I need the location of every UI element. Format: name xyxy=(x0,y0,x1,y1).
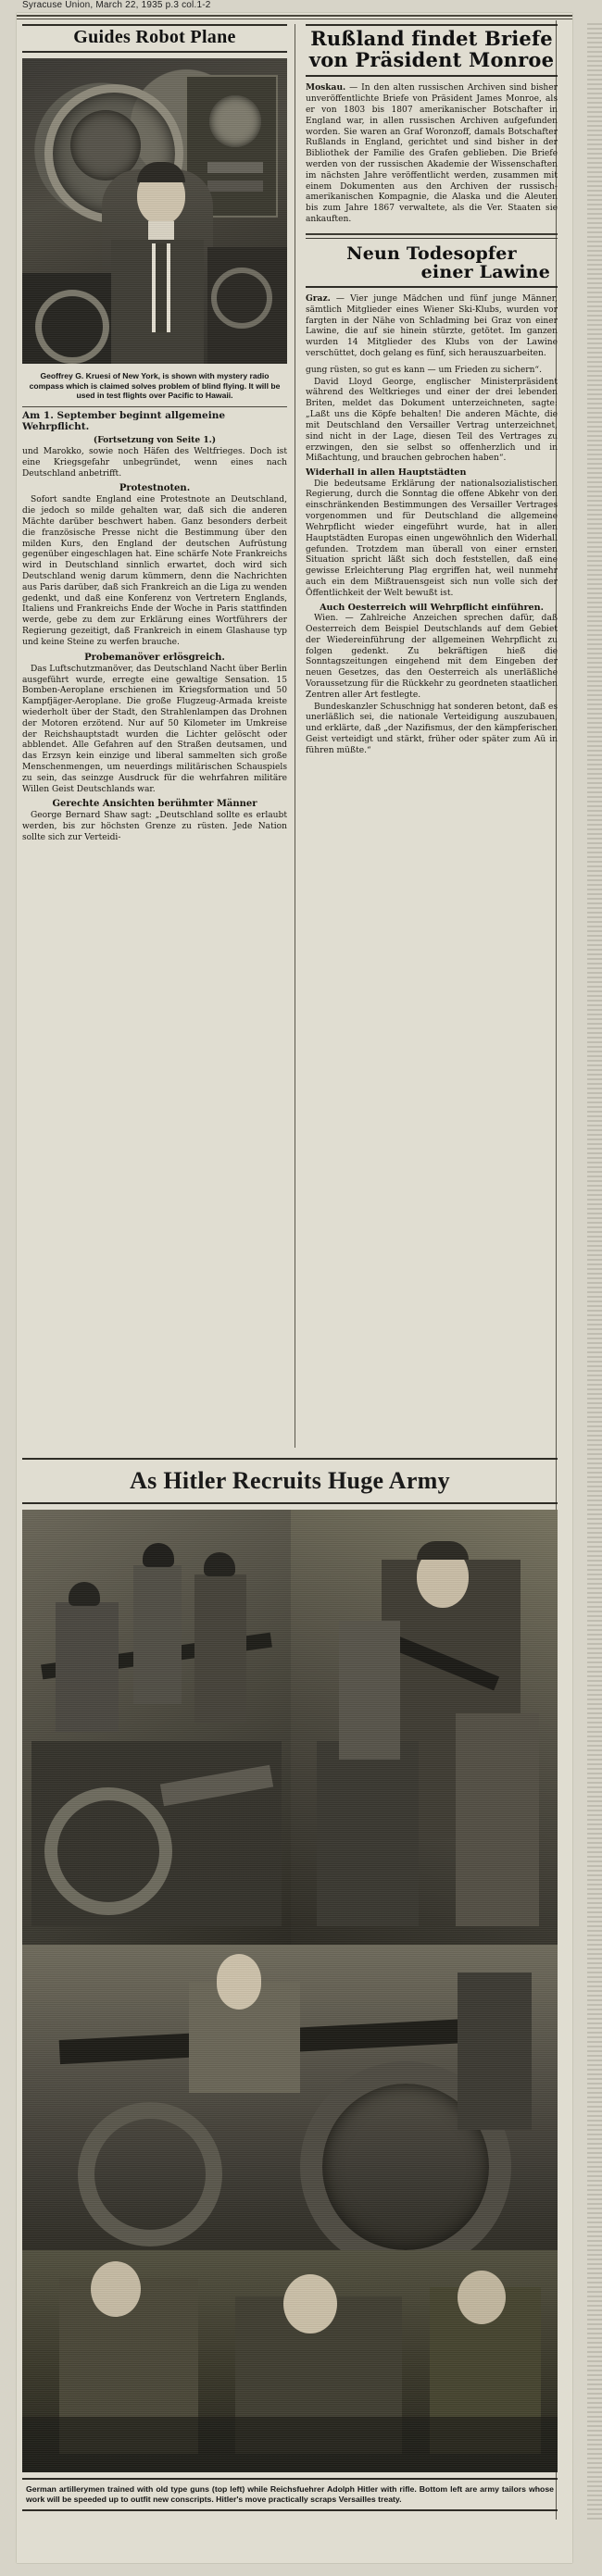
right-headline-line-0: Rußland findet Briefe xyxy=(310,27,553,50)
adjacent-page-sliver xyxy=(587,20,602,2520)
left-subhead-0: Protestnoten. xyxy=(119,483,191,494)
left-headline: Guides Robot Plane xyxy=(73,27,236,47)
left-body xyxy=(22,435,287,844)
right-column xyxy=(306,24,558,758)
right-headline-box xyxy=(306,24,558,77)
right-second-headline-line-0: Neun Todesopfer xyxy=(346,243,517,264)
robot-plane-photo xyxy=(22,58,287,364)
right-para-after-subhead-1: Wien. — Zahlreiche Anzeichen sprechen dafür, daß Oesterreich dem Beispiel Deutschlands auf dem Gebiet der Wiedereinführung der allgemeinen Wehrpflicht zu folgen gedenkt. Zu bekräftigen hieß die Sonntagszeitungen eingehend mit dem Eingeben der neuen Gesetzes, das den Oesterreich als unerläßliche Voraussetzung für die Rückkehr zu geordneten staatlichen Zentren aller Art festlegte. xyxy=(306,614,558,700)
feature-caption-bottom-rule xyxy=(22,2509,558,2511)
feature-top-rule xyxy=(22,1458,558,1460)
left-subhead-2: Gerechte Ansichten berühmter Männer xyxy=(52,799,257,810)
right-subhead-0: Widerhall in allen Hauptstädten xyxy=(306,467,467,479)
right-subhead-1: Auch Oesterreich will Wehrpflicht einführen. xyxy=(320,602,544,613)
right-lead-text: — In den alten russischen Archiven sind bisher unveröffentlichte Briefe von Präsident James Monroe, als er von 1803 bis 1807 amerikanischer Botschafter in England war, in allen russischen Archiven aufgefunden worden. Sie waren an Graf Woronzoff, damals Botschafter Rußlands in England, gerichtet und sind bisher in der Bibliothek der Familie des Grafen geblieben. Die Briefe werden von der russischen Akademie der Wissenschaften im nächsten Jahre veröffentlicht werden, zusammen mit einem Dokumenten aus den Archiven der russisch-amerikanischen Kompagnie, die Alaska und die Aleuten bis zum Jahre 1867 verwaltete, als die Ver. Staaten sie ankauften. xyxy=(306,83,558,225)
left-para-0: Sofort sandte England eine Protestnote an Deutschland, die jedoch so milde gehalten war, daß sich die anderen Mächte darüber beschwert haben. Ganz besonders derbeit die französische Presse nicht die Bestimmung über den milden Kurs, den England der deutschen Aufrüstung gegenüber eingeschlagen hat. Eine schärfe Note Frankreichs wird in Deutschland sinnlich erwartet, doch wird sich Deutschland wenig darum kümmern, denn die Nachrichten aus Paris darüber, daß sich Frankreich an die Liga zu wenden gedenkt, und daß eine Konferenz von Vertretern Englands, Italiens und Frankreichs Ende der Woche in Paris stattfinden werde, gebe zu dem zur Erklärung eines Wortführers der Regierung gezeitigt, daß Frankreich in einem Glashause typ und keine Steine zu werfen brauche. xyxy=(22,495,287,647)
top-rule xyxy=(17,15,572,17)
right-section-rule xyxy=(306,233,558,239)
left-section-head: Am 1. September beginnt allgemeine Wehrpflicht. xyxy=(22,409,226,432)
left-subhead-1: Probemanöver erlösgreich. xyxy=(84,652,225,663)
left-para-1: Das Luftschutzmanöver, das Deutschland Nacht über Berlin ausgeführt wurde, erregte eine gewaltige Sensation. 15 Bomben-Aeroplane erschienen im Kriegsformation und 50 Kampfjäger-Aeroplane. Die große Flugzeug-Armada kreiste wiederholt über der Stadt, den Strahlenlampen das Drohnen der Motoren erzötend. Nur auf 50 Kilometer im Umkreise der Reichshauptstadt wurden die Lichter gelöscht oder abblendet. Alle Gefahren auf den Straßen deutsamen, und das Erzsyn kein einzige und liberal sammelten sich große Menschenmengen, um neuerdings militärischen Schauspiels zu sein, das seinzge Ausdruck für die wehrfahren militäre Willen Geist Deutschlands war. xyxy=(22,664,287,794)
right-cont-para-1: David Lloyd George, englischer Ministerpräsident während des Weltkrieges und einer der drei lebenden Briten, meldet das Dokument unterzeichneten, sagte: „Laßt uns die Köpfe behalten! Die anderen Mächte, die mit Deutschland den Versailler Vertrag unterzeichnet, sind nicht in der Lage, diesen Teil des Vertrages zu erzwingen, den sie selbst so offenherzlich und in Mißachtung, und brauchen gebrochen haben“. xyxy=(306,377,558,464)
feature-caption-top-rule xyxy=(22,2478,558,2480)
right-second-headline-line-1: einer Lawine xyxy=(420,262,550,283)
robot-plane-caption: Geoffrey G. Kruesi of New York, is shown with mystery radio compass which is claimed solves problem of blind flying. It will be used in test flights over Pacific to Hawaii. xyxy=(29,371,281,401)
right-second-headline-box xyxy=(306,243,558,288)
caption-rule xyxy=(22,406,287,407)
right-body-second xyxy=(306,293,558,757)
right-second-lead-paragraph xyxy=(306,293,558,360)
right-para-after-subhead-0: Die bedeutsame Erklärung der nationalsozialistischen Regierung, durch die Sonntag die offene Abkehr von den einschränkenden Bestimmungen des Versailler Vertrages vorgenommen und für Deutschland die allgemeine Wehrpflicht wieder eingeführt wurde, hat in allen Hauptstädten Europas einen ungewöhnlich den Widerhall gefunden. Trotzdem man überall von einer ernsten Situation spricht läßt sich doch feststellen, daß eine gewisse Erleichterung Plag ergriffen hat, weil nunmehr auch ein dem Mißtrauensgeist sich nun volle sich der Öffentlichkeit der Welt bewußt ist. xyxy=(306,479,558,598)
left-para-2: George Bernard Shaw sagt: „Deutschland sollte es erlaubt werden, bis zur höchsten Grenze zu rüsten. Jede Nation sollte sich zur Verteidi- xyxy=(22,811,287,843)
left-lead: und Marokko, sowie noch Häfen des Weltfrieges. Doch ist eine Kriegsgefahr unbegründet, wenn eines nach Deutschland anbetrifft. xyxy=(22,446,287,479)
right-body-top xyxy=(306,82,558,226)
feature-headline-rule xyxy=(22,1502,558,1504)
right-lead-paragraph xyxy=(306,82,558,226)
source-slug: Syracuse Union, March 22, 1935 p.3 col.1-2 xyxy=(22,0,211,10)
feature-caption: German artillerymen trained with old type guns (top left) while Reichsfuehrer Adolph Hitler with rifle. Bottom left are army tailors whose work will be speeded up to outfit new conscripts. Hitler's move practically scraps Versailles treaty. xyxy=(26,2484,554,2504)
feature-headline: As Hitler Recruits Huge Army xyxy=(130,1467,450,1494)
right-headline-line-1: von Präsident Monroe xyxy=(308,47,555,71)
left-column xyxy=(22,24,287,845)
left-headline-box xyxy=(22,24,287,53)
right-dateline: Moskau. xyxy=(306,82,346,93)
continuation-note: (Fortsetzung von Seite 1.) xyxy=(93,435,217,446)
right-second-dateline: Graz. xyxy=(306,292,331,304)
hitler-army-photo-montage xyxy=(22,1510,558,2472)
bottom-feature xyxy=(22,1458,558,2511)
right-cont-para-0: gung rüsten, so gut es kann — um Frieden zu sichern“. xyxy=(306,365,542,375)
right-para-final: Bundeskanzler Schuschnigg hat sonderen betont, daß es unerläßlich sei, die nationale Verteidigung auszubauen, und erklärte, daß „der Nazifismus, der den kämpferischen Geist verteidigt und stärkt, früher oder später zum Aü in führen müßte.“ xyxy=(306,702,558,755)
right-second-lead-text: — Vier junge Mädchen und fünf junge Männer, sämtlich Mitglieder eines Wiener Ski-Klubs, wurden vor fargten in der Nähe von Schladming bei Graz von einer Lawine, die auf sie hinein stürzte, getötet. Im ganzen wurden 14 Mitglieder des Klubs von der Lawine verschüttet, doch gelang es fünf, sich herauszuarbeiten. xyxy=(306,293,558,358)
